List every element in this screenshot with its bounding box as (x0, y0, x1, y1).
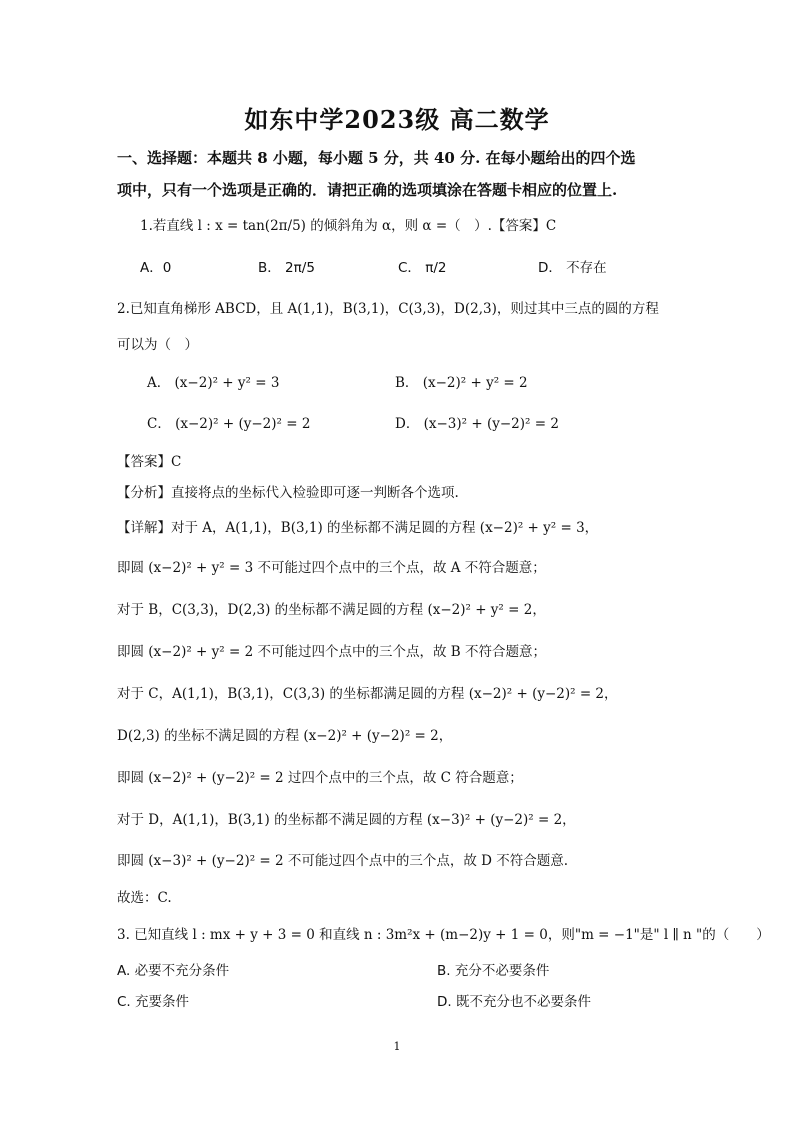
q2-answer: 【答案】C (117, 454, 182, 470)
q2-detail-line: 即圆 (x−3)² + (y−2)² = 2 不可能过四个点中的三个点，故 D 不符合题意. (117, 853, 569, 869)
q2-option-b: B． (x−2)² + y² = 2 (395, 375, 528, 391)
q3-option-d: D. 既不充分也不必要条件 (437, 994, 591, 1010)
q3-option-b: B. 充分不必要条件 (437, 963, 550, 979)
q2-detail-line: 【详解】对于 A，A(1,1)，B(3,1) 的坐标都不满足圆的方程 (x−2)² + y² = 3， (117, 520, 599, 536)
q2-stem-line-2: 可以为（ ） (117, 337, 198, 353)
q1-option-a: A．0 (140, 260, 172, 276)
q3-option-c: C. 充要条件 (117, 994, 190, 1010)
q2-detail-line: 对于 D，A(1,1)，B(3,1) 的坐标都不满足圆的方程 (x−3)² + (y−2)² = 2， (117, 812, 576, 828)
q2-detail-line: 对于 C，A(1,1)，B(3,1)，C(3,3) 的坐标都满足圆的方程 (x−2)² + (y−2)² = 2， (117, 686, 618, 702)
section-heading-line-1: 一、选择题：本题共 8 小题，每小题 5 分，共 40 分. 在每小题给出的四个选 (117, 149, 636, 167)
page-title: 如东中学2023级 高二数学 (244, 105, 550, 134)
q3-option-a: A. 必要不充分条件 (117, 963, 230, 979)
q1-stem: 1.若直线 l : x = tan(2π/5) 的倾斜角为 α，则 α =（ ）.【答案】C (140, 218, 557, 234)
q2-detail-line: 即圆 (x−2)² + (y−2)² = 2 过四个点中的三个点，故 C 符合题意； (117, 770, 523, 786)
page-number: 1 (393, 1040, 401, 1053)
q1-option-c: C． π/2 (398, 260, 447, 276)
q2-option-c: C． (x−2)² + (y−2)² = 2 (147, 416, 311, 432)
q2-detail-line: 故选：C. (117, 890, 172, 906)
q2-stem-line-1: 2.已知直角梯形 ABCD，且 A(1,1)，B(3,1)，C(3,3)，D(2,3)，则过其中三点的圆的方程 (117, 301, 659, 317)
q1-option-b: B． 2π/5 (258, 260, 315, 276)
q2-option-a: A． (x−2)² + y² = 3 (147, 375, 280, 391)
q2-detail-line: 即圆 (x−2)² + y² = 3 不可能过四个点中的三个点，故 A 不符合题意； (117, 560, 546, 576)
q1-option-d: D． 不存在 (538, 260, 607, 276)
q2-detail-line: 即圆 (x−2)² + y² = 2 不可能过四个点中的三个点，故 B 不符合题意； (117, 644, 546, 660)
section-heading-line-2: 项中，只有一个选项是正确的．请把正确的选项填涂在答题卡相应的位置上. (117, 181, 618, 199)
q2-analysis: 【分析】直接将点的坐标代入检验即可逐一判断各个选项. (117, 485, 459, 501)
q2-option-d: D． (x−3)² + (y−2)² = 2 (395, 416, 559, 432)
q3-stem: 3. 已知直线 l : mx + y + 3 = 0 和直线 n : 3m²x + (m−2)y + 1 = 0，则"m = −1"是" l ∥ n "的（ ） (117, 927, 770, 943)
q2-detail-line: 对于 B，C(3,3)，D(2,3) 的坐标都不满足圆的方程 (x−2)² + y² = 2， (117, 602, 546, 618)
q2-detail-line: D(2,3) 的坐标不满足圆的方程 (x−2)² + (y−2)² = 2， (117, 728, 453, 744)
